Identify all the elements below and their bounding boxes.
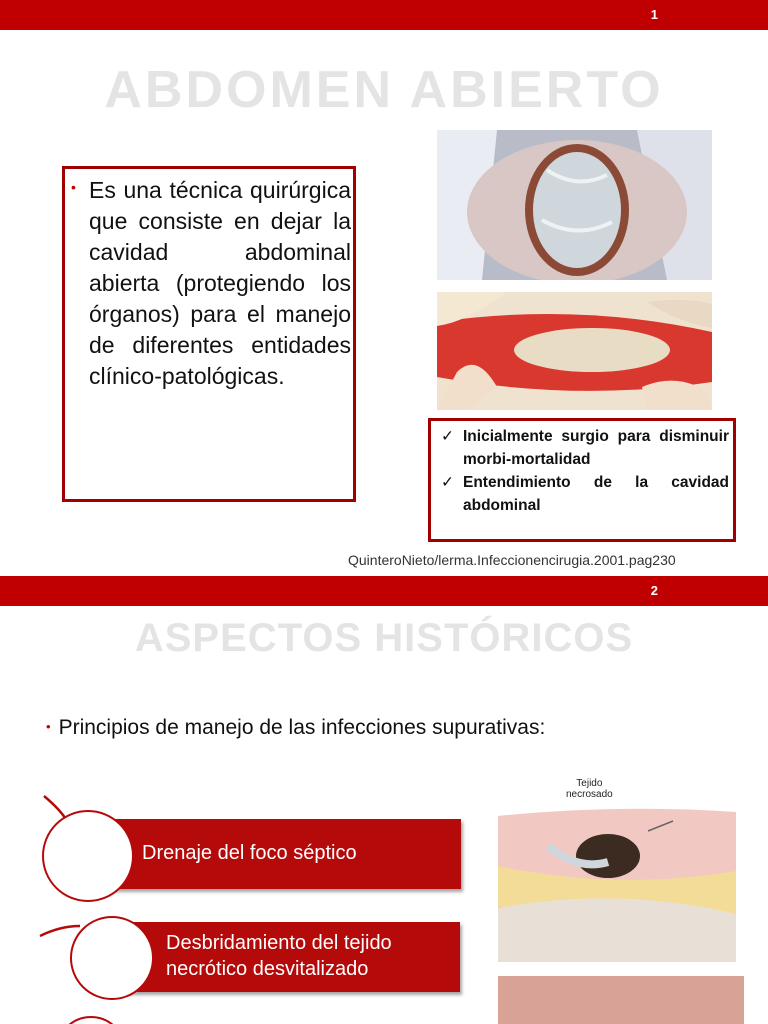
mesh-illustration	[437, 292, 712, 410]
key-point-item: ✓ Inicialmente surgio para disminuir morbi-mortalidad	[439, 425, 729, 471]
necrotic-tissue-illustration	[498, 776, 736, 962]
definition-box	[62, 166, 356, 502]
slide-number: 1	[650, 7, 658, 22]
subtitle: • Principios de manejo de las infecciones supurativas:	[46, 716, 546, 739]
step-2-bar: Desbridamiento del tejido necrótico desvitalizado	[120, 922, 460, 992]
step-2-circle	[70, 916, 154, 1000]
slide-number: 2	[650, 583, 658, 598]
slide-title: ABDOMEN ABIERTO	[104, 61, 664, 119]
bullet-icon: •	[46, 719, 51, 734]
step-1-circle	[42, 810, 134, 902]
bullet-icon: •	[71, 179, 76, 195]
slide-2	[0, 576, 768, 1024]
definition-text: Es una técnica quirúrgica que consiste en dejar la cavidad abdominal abierta (protegiendo los órganos) para el manejo de diferentes entidades clínico-patológicas.	[89, 177, 351, 389]
slide-header-bar	[0, 576, 768, 606]
intestines-photo	[498, 976, 744, 1024]
step-1-bar: Drenaje del foco séptico	[100, 819, 461, 889]
key-point-item: ✓ Entendimiento de la cavidad abdominal	[439, 471, 729, 517]
key-points-box	[428, 418, 736, 542]
slide-title: ASPECTOS HISTÓRICOS	[134, 616, 634, 660]
open-abdomen-photo	[437, 130, 712, 280]
slide-header-bar	[0, 0, 768, 30]
key-points-list	[439, 425, 729, 517]
citation-text: QuinteroNieto/lerma.Infeccionencirugia.2001.pag230	[348, 552, 676, 568]
checkmark-icon: ✓	[441, 474, 454, 491]
figure-label: Tejido necrosado	[566, 778, 613, 800]
checkmark-icon: ✓	[441, 428, 454, 445]
